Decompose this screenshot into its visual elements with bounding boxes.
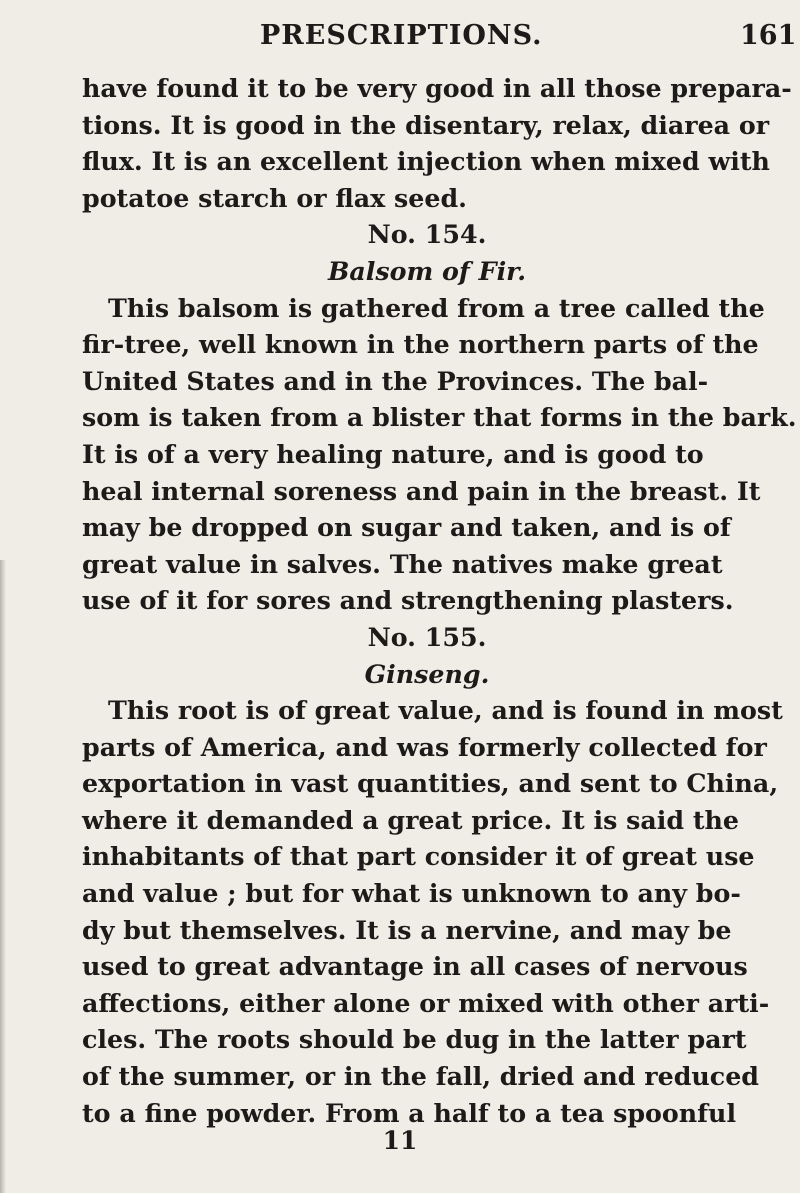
text-line: to a fine powder. From a half to a tea spoonful bbox=[82, 1097, 737, 1128]
text-line: heal internal soreness and pain in the breast. It bbox=[82, 475, 761, 506]
text-line: cles. The roots should be dug in the latter part bbox=[82, 1024, 747, 1055]
text-line: parts of America, and was formerly collected for bbox=[82, 731, 767, 762]
section-number-154: No. 154. bbox=[367, 219, 487, 250]
signature-mark: 11 bbox=[382, 1126, 418, 1155]
text-line: dy but themselves. It is a nervine, and may be bbox=[82, 914, 732, 945]
text-line: have found it to be very good in all those prepara- bbox=[82, 73, 792, 103]
text-line: tions. It is good in the disentary, relax, diarea or bbox=[82, 109, 770, 140]
text-line: where it demanded a great price. It is said the bbox=[82, 804, 740, 835]
page-header bbox=[0, 20, 800, 56]
section-title-ginseng: Ginseng. bbox=[364, 658, 490, 689]
text-line: affections, either alone or mixed with other arti- bbox=[82, 987, 770, 1018]
section-title-balsom-of-fir: Balsom of Fir. bbox=[327, 255, 526, 286]
text-line: and value ; but for what is unknown to any bo- bbox=[82, 878, 741, 909]
text-line: may be dropped on sugar and taken, and is of bbox=[82, 512, 731, 543]
text-line: This balsom is gathered from a tree called the bbox=[108, 292, 765, 323]
body-text bbox=[82, 70, 797, 1131]
text-line: United States and in the Provinces. The bal- bbox=[82, 365, 709, 396]
section-number-155: No. 155. bbox=[367, 621, 487, 652]
text-line: This root is of great value, and is found in most bbox=[108, 695, 783, 726]
text-line: used to great advantage in all cases of nervous bbox=[82, 951, 748, 982]
text-line: inhabitants of that part consider it of great use bbox=[82, 841, 755, 872]
running-title: PRESCRIPTIONS. bbox=[260, 20, 543, 51]
page-edge-shadow bbox=[0, 560, 6, 1193]
text-line: use of it for sores and strengthening plasters. bbox=[82, 585, 734, 616]
text-line: exportation in vast quantities, and sent to China, bbox=[82, 768, 779, 799]
text-line: of the summer, or in the fall, dried and reduced bbox=[82, 1061, 759, 1092]
text-line: potatoe starch or flax seed. bbox=[82, 182, 467, 213]
text-line: great value in salves. The natives make great bbox=[82, 548, 723, 579]
page-number: 161 bbox=[740, 20, 797, 51]
text-line: flux. It is an excellent injection when mixed with bbox=[82, 146, 770, 177]
text-line: som is taken from a blister that forms in the bark. bbox=[82, 402, 797, 433]
text-line: fir-tree, well known in the northern parts of the bbox=[82, 329, 759, 360]
text-line: It is of a very healing nature, and is good to bbox=[82, 438, 704, 469]
